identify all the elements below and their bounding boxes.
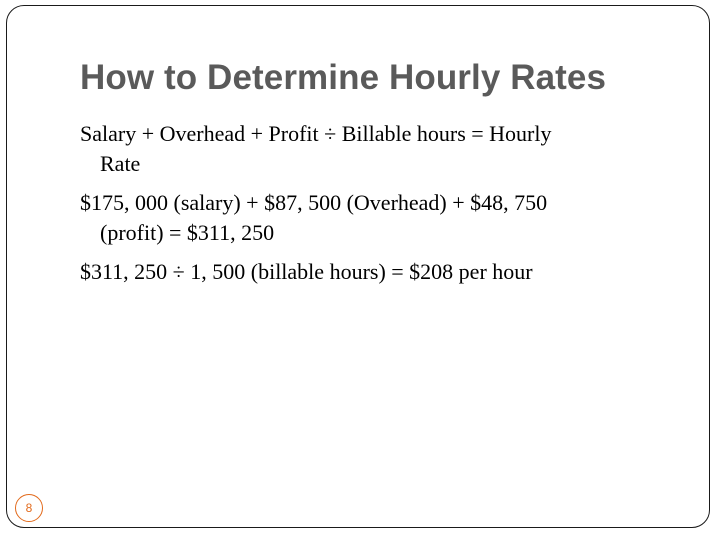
result-line-1: $311, 250 ÷ 1, 500 (billable hours) = $208 per hour	[80, 259, 533, 284]
formula-line-1: Salary + Overhead + Profit ÷ Billable hours = Hourly	[80, 121, 552, 146]
sum-line-1: $175, 000 (salary) + $87, 500 (Overhead) + $48, 750	[80, 190, 548, 215]
slide-body	[80, 119, 670, 296]
sum-paragraph	[80, 188, 670, 248]
page-number-badge	[15, 494, 43, 522]
formula-paragraph	[80, 119, 670, 179]
page-number: 8	[25, 501, 33, 515]
slide-title: How to Determine Hourly Rates	[80, 58, 607, 97]
sum-line-2: (profit) = $311, 250	[100, 220, 275, 245]
result-paragraph	[80, 257, 670, 287]
formula-line-2: Rate	[100, 151, 141, 176]
